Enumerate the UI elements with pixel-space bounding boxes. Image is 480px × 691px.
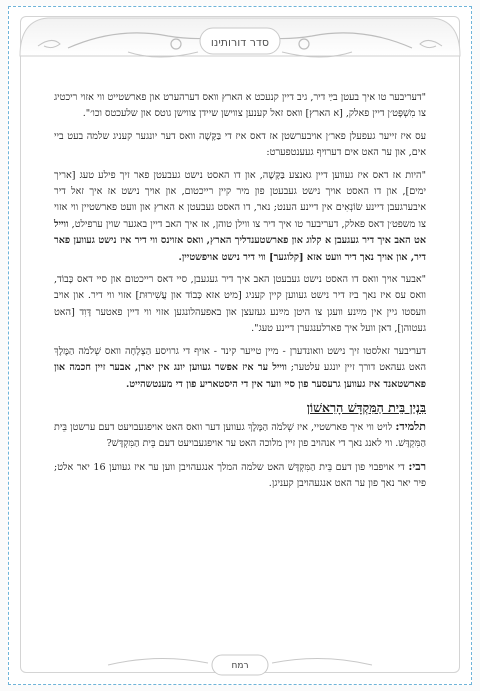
dialogue-talmid <box>54 419 426 453</box>
paragraph-5 <box>54 344 426 393</box>
dialogue-rebbi-text: די אויפבוי פון דעם בֵּית הַמִּקְדָּשׁ האט שלמה המלך אנגעהויבן ווען ער איז געווען 16 יאר אלט; פיר יאר נאך פון ער האט אנגעהויבן קעניגן. <box>54 461 426 490</box>
dialogue-rebbi <box>54 459 426 493</box>
paragraph-3-bold: ווייל אט האב איך דיר געגעבן א קלוג און פארשטענדליך הארץ, וואס אזוינס ווי דיר איז נישט געווען פאר דיר, און אויך נאך דיר וועט אזא [קלוגער] ווי דיר נישט אויפשטיין. <box>54 218 426 263</box>
paragraph-3-text: "היות אז דאס איז געווען דיין גאנצע בַּקָּשָׁה, און דו האסט נישט געבעטן פאר זיך פילע טעג [אריך ימים], און דו האסט אויך נישט געבעטן פון מיר קיין רייכטום, און אויך נישט אז איך זאל דיר איבערגעבן דיינע שׂוֹנְאִים אין דיינע הענט; נאר, דו האסט געבעטן א הארץ און וועט פארשטיין ווי אזוי צו משפט׳ן דאס פאלק, דעריבער טו איך דיר צו ווילן טוהן, אז איך האב דיין באגער שוין ערפילט, <box>54 169 426 230</box>
paragraph-2: עס איז זייער געפעלן פאר׳ן אויבערשטן אז דאס איז די בַּקָּשָׁה וואס דער יונגער קעניג שלמה בעט ביי אים, און ער האט אים דערויף געענטפערט: <box>54 130 426 159</box>
section-heading: בִּנְיַן בֵּית הַמִּקְדָּשׁ הָרִאשׁוֹן <box>306 399 426 415</box>
header-title: סדר דורותינו <box>210 36 270 49</box>
page-footer <box>8 645 472 685</box>
dialogue-talmid-text: לויט ווי איך פארשטיי, איז שְׁלֹמֹה הַמֶּלֶךְ געווען דער וואס האט אויפגעבויעט דעם ערשטן בֵּית הַמִּקְדָּשׁ. ווי לאנג נאך די אנהויב פון זיין מלוכה האט ער אויפגעבויעט דעם בֵּית הַמִּקְדָּשׁ? <box>54 421 426 450</box>
page <box>8 6 472 685</box>
speaker-label-talmid: תלמיד: <box>395 419 426 433</box>
page-header <box>8 6 472 76</box>
paragraph-5-text: דעריבער זאלסטו זיך נישט וואונדערן - מיין טייער קינד - אויף די גרויסע הַצְלָחָה וואס שְׁלֹמֹה הַמֶּלֶךְ האט געהאט דורך זיין יונגע עלטער; <box>54 345 427 374</box>
paragraph-1: "דעריבער טו איך בעטן בײַ דיר, גיב דיין קנעכט א הארץ וואס דערהערט און פארשטייט ווי אזוי ריכטיג צו מִשְׁפָּט׳ן דיין פאלק, [א הארץ] וואס זאל קענען צווישן שיידן צווישן גוטס און שלעכטס וכו׳". <box>54 92 426 120</box>
body-text <box>54 90 426 499</box>
paragraph-3 <box>54 168 426 266</box>
page-number: רמח <box>231 661 249 671</box>
paragraph-5-bold: ווייל ער איז אפשר געווען יונג אין יארן, אבער זיין חכמה און פארשטאנד איז געווען גרעסער פון סיי ווער אין די היסטאריע פון די מענטשהייט. <box>54 362 426 390</box>
paragraph-4: "אבער אויך וואס דו האסט נישט געבעטן האב איך דיר געגעבן, סיי דאס רייכטום און סיי דאס כָּבוֹד, וואס עס איז נאך ביז דיר נישט געווען קיין קעניג [מיט אזא כָּבוֹד און עֲשִׁירוּת] אזוי ווי דיר. און אויב וועסטו גיין אין מײַנע וועגן צו היטן מײַנע געזעצן און באפעהלונגען אזוי ווי דיין פאטער דָּוִד [האט געטוהן], דאן וועל איך פארלענגערן דיינע טעג". <box>54 274 426 335</box>
speaker-label-rebbi: רבי: <box>408 459 426 473</box>
